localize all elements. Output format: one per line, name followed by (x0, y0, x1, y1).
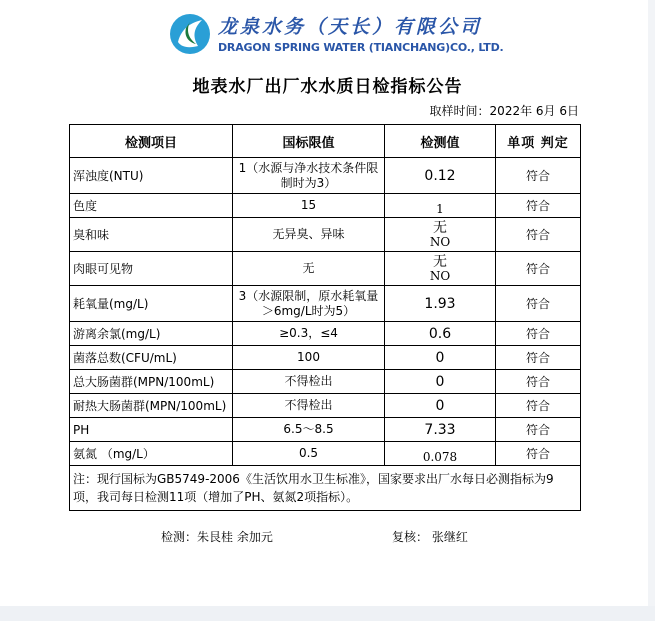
row-value: 0 (385, 370, 496, 394)
row-result: 符合 (496, 394, 581, 418)
row-value (385, 442, 496, 466)
row-item: PH (70, 418, 233, 442)
row-standard: 1（水源与净水技术条件限制时为3） (233, 158, 385, 194)
row-standard: 不得检出 (233, 370, 385, 394)
row-standard: 3（水源限制，原水耗氧量＞6mg/L时为5） (233, 286, 385, 322)
row-value-en: NO (429, 234, 451, 249)
table-row (70, 286, 581, 322)
table-row (70, 442, 581, 466)
row-standard: 6.5～8.5 (233, 418, 385, 442)
company-name-en: DRAGON SPRING WATER (TIANCHANG)CO., LTD. (218, 41, 504, 54)
header-value: 检测值 (385, 125, 496, 158)
window-edge (0, 606, 655, 621)
row-value: 7.33 (385, 418, 496, 442)
table-row (70, 158, 581, 194)
row-standard: 15 (233, 194, 385, 218)
row-item: 游离余氯(mg/L) (70, 322, 233, 346)
row-standard: 不得检出 (233, 394, 385, 418)
row-result: 符合 (496, 322, 581, 346)
row-result: 符合 (496, 194, 581, 218)
water-quality-table (69, 124, 581, 511)
row-value (385, 218, 496, 252)
table-row (70, 346, 581, 370)
row-result: 符合 (496, 442, 581, 466)
row-item: 浑浊度(NTU) (70, 158, 233, 194)
row-value-text: 0.078 (422, 450, 458, 464)
row-item: 色度 (70, 194, 233, 218)
row-standard: 0.5 (233, 442, 385, 466)
row-result: 符合 (496, 418, 581, 442)
row-value-cn: 无 (433, 253, 447, 270)
table-row (70, 218, 581, 252)
water-drop-logo-icon (168, 12, 212, 56)
row-standard: ≥0.3，≤4 (233, 322, 385, 346)
table-header-row (70, 125, 581, 158)
row-value (385, 252, 496, 286)
row-item: 耗氧量(mg/L) (70, 286, 233, 322)
row-value: 0 (385, 346, 496, 370)
table-row (70, 394, 581, 418)
table-note: 注：现行国标为GB5749-2006《生活饮用水卫生标准》，国家要求出厂水每日必测指标为9项，我司每日检测11项（增加了PH、氨氮2项指标）。 (70, 466, 581, 511)
row-standard: 无 (233, 252, 385, 286)
reviewer-signature: 复核： 张继红 (392, 530, 468, 544)
row-item: 总大肠菌群(MPN/100mL) (70, 370, 233, 394)
row-value-en: NO (429, 268, 451, 283)
inspector-signature: 检测：朱艮桂 余加元 (161, 530, 273, 544)
table-note-row (70, 466, 581, 511)
row-result: 符合 (496, 286, 581, 322)
company-logo (168, 10, 504, 60)
row-standard: 无异臭、异味 (233, 218, 385, 252)
row-result: 符合 (496, 370, 581, 394)
row-value: 0.6 (385, 322, 496, 346)
header-result: 单项 判定 (496, 125, 581, 158)
row-value: 0 (385, 394, 496, 418)
company-name-cn: 龙泉水务（天长）有限公司 (218, 16, 483, 38)
row-value-cn: 无 (433, 219, 447, 236)
table-row (70, 252, 581, 286)
row-item: 臭和味 (70, 218, 233, 252)
row-result: 符合 (496, 158, 581, 194)
sampling-date: 取样时间：2022年 6月 6日 (429, 104, 579, 118)
table-row (70, 370, 581, 394)
row-result: 符合 (496, 346, 581, 370)
row-item: 菌落总数(CFU/mL) (70, 346, 233, 370)
table-row (70, 194, 581, 218)
row-item: 氨氮 （mg/L） (70, 442, 233, 466)
row-value-text: 1 (436, 202, 444, 216)
header-standard: 国标限值 (233, 125, 385, 158)
header-item: 检测项目 (70, 125, 233, 158)
row-item: 耐热大肠菌群(MPN/100mL) (70, 394, 233, 418)
row-item: 肉眼可见物 (70, 252, 233, 286)
row-value: 1.93 (385, 286, 496, 322)
row-result: 符合 (496, 218, 581, 252)
page-title: 地表水厂出厂水水质日检指标公告 (192, 77, 463, 97)
row-result: 符合 (496, 252, 581, 286)
table-row (70, 322, 581, 346)
row-value (385, 194, 496, 218)
row-standard: 100 (233, 346, 385, 370)
row-value: 0.12 (385, 158, 496, 194)
table-row (70, 418, 581, 442)
